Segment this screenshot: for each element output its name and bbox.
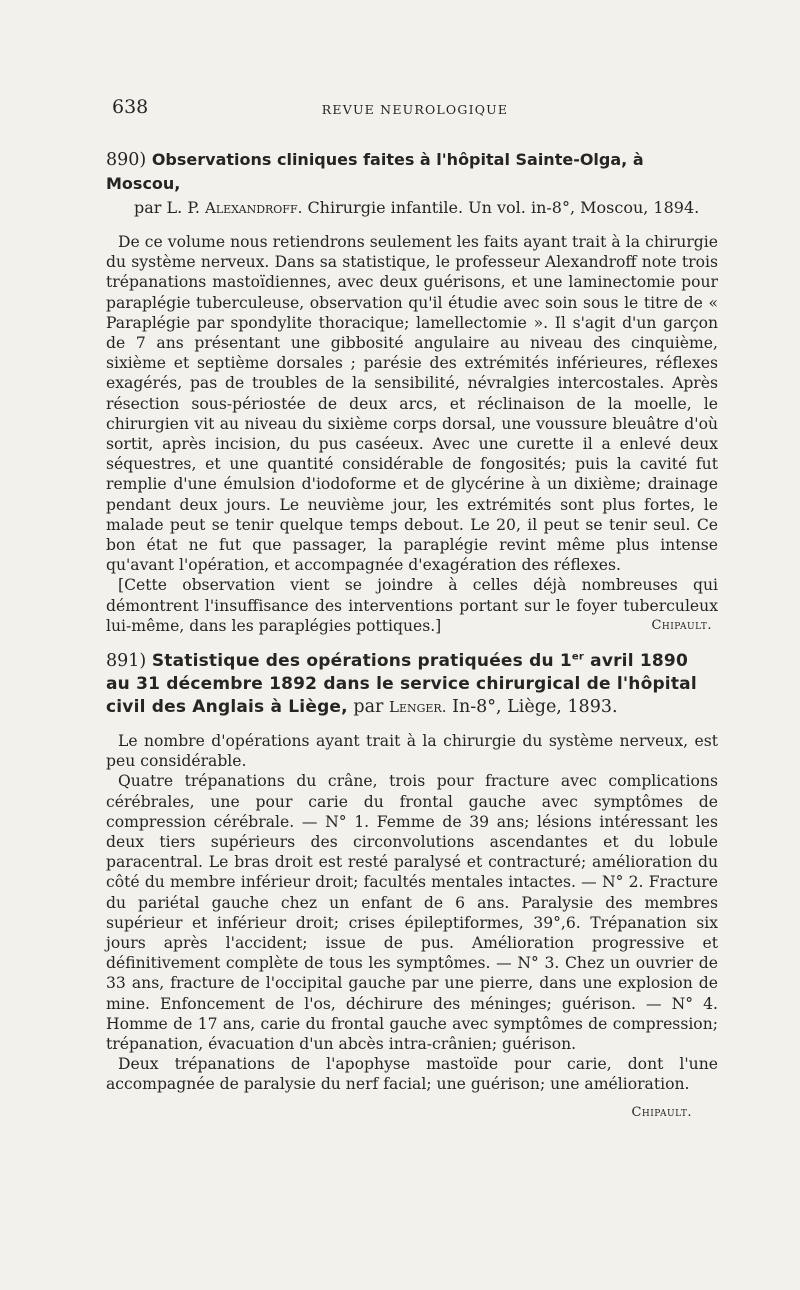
entry-number: 891) bbox=[106, 651, 147, 671]
paragraph: De ce volume nous retiendrons seulement les faits ayant trait à la chirurgie du système nerveux. Dans sa statistique, le professeur Alexandroff note trois trépanations mastoïdiennes, avec deux guérisons, et une laminectomie pour paraplégie tuberculeuse, observation qu'il étudie avec soin sous le titre de « Paraplégie par spondylite thoracique; lamellectomie ». Il s'agit d'un garçon de 7 ans présentant une gibbosité angulaire au niveau des cinquième, sixième et septième dorsales ; parésie des extrémités inférieures, réflexes exagérés, pas de troubles de la sensibilité, névralgies intercostales. Après résection sous-périostée de deux arcs, et réclinaison de la moelle, le chirurgien vit au niveau du sixième corps dorsal, une voussure bleuâtre d'où sortit, après incision, du pus caséeux. Avec une curette il a enlevé deux séquestres, et une quantité considérable de fongosités; puis la cavité fut remplie d'une émulsion d'iodoforme et de glycérine à un dixième; drainage pendant deux jours. Le neuvième jour, les extrémités sont plus fortes, le malade peut se tenir quelque temps debout. Le 20, il peut se tenir seul. Ce bon état ne fut que passager, la paraplégie revint même plus intense qu'avant l'opération, et accompagnée d'exagération des réflexes. bbox=[106, 233, 718, 575]
page-header bbox=[112, 94, 718, 124]
entry-body bbox=[106, 731, 718, 1123]
signature: Chipault. bbox=[631, 1104, 692, 1120]
running-head: REVUE NEUROLOGIQUE bbox=[321, 102, 509, 117]
paragraph: Quatre trépanations du crâne, trois pour fracture avec complications cérébrales, une pour carie du frontal gauche avec symptômes de compression cérébrale. — N° 1. Femme de 39 ans; lésions intéressant les deux tiers supérieurs des circonvolutions ascendantes et du lobule paracentral. Le bras droit est resté paralysé et contracturé; amélioration du côté du membre inférieur droit; facultés mentales intactes. — N° 2. Fracture du pariétal gauche chez un enfant de 6 ans. Paralysie des membres supérieur et inférieur droit; crises épileptiformes, 39°,6. Trépanation six jours après l'accident; issue de pus. Amélioration progressive et définitivement complète de tous les symptômes. — N° 3. Chez un ouvrier de 33 ans, fracture de l'occipital gauche par une pierre, dans une explosion de mine. Enfoncement de l'os, déchirure des méninges; guérison. — N° 4. Homme de 17 ans, carie du frontal gauche avec symptômes de compression; trépanation, évacuation d'un abcès intra-crânien; guérison. bbox=[106, 772, 718, 1054]
entry-number: 890) bbox=[106, 150, 147, 170]
entry-title bbox=[106, 148, 718, 220]
signature: Chipault. bbox=[651, 617, 712, 633]
citation-details: In-8°, Liège, 1893. bbox=[452, 697, 618, 717]
entry-citation bbox=[353, 697, 617, 717]
entry-body bbox=[106, 232, 718, 636]
paragraph bbox=[106, 575, 718, 636]
entry-title bbox=[106, 650, 718, 719]
author-name: Alexandroff. bbox=[205, 199, 303, 217]
citation-details: Chirurgie infantile. Un vol. in-8°, Moscou, 1894. bbox=[307, 198, 700, 217]
page-number: 638 bbox=[112, 96, 149, 118]
author-name: Lenger. bbox=[389, 698, 447, 716]
entry-890 bbox=[106, 148, 718, 636]
title-part-1: Statistique des opérations pratiquées du 1 bbox=[151, 651, 572, 671]
citation-pre: par bbox=[353, 697, 384, 717]
paragraph: Deux trépanations de l'apophyse mastoïde pour carie, dont l'une accompagnée de paralysie du nerf facial; une guérison; une amélioration. bbox=[106, 1055, 718, 1094]
entry-891 bbox=[106, 650, 718, 1123]
entry-title-text: Observations cliniques faites à l'hôpital Sainte-Olga, à Moscou, bbox=[106, 150, 644, 193]
title-part-2: avril 1890 au 31 décembre 1892 dans le service chirurgical de l'hôpital civil des Anglais à Liège, bbox=[106, 651, 697, 717]
paragraph: Le nombre d'opérations ayant trait à la chirurgie du système nerveux, est peu considérable. bbox=[106, 732, 718, 771]
editorial-note: [Cette observation vient se joindre à celles déjà nombreuses qui démontrent l'insuffisance des interventions portant sur le foyer tuberculeux lui-même, dans les paraplégies pottiques.] bbox=[106, 576, 718, 635]
entry-citation bbox=[106, 196, 718, 220]
title-superscript: er bbox=[571, 651, 585, 663]
citation-pre: par L. P. bbox=[134, 198, 200, 217]
